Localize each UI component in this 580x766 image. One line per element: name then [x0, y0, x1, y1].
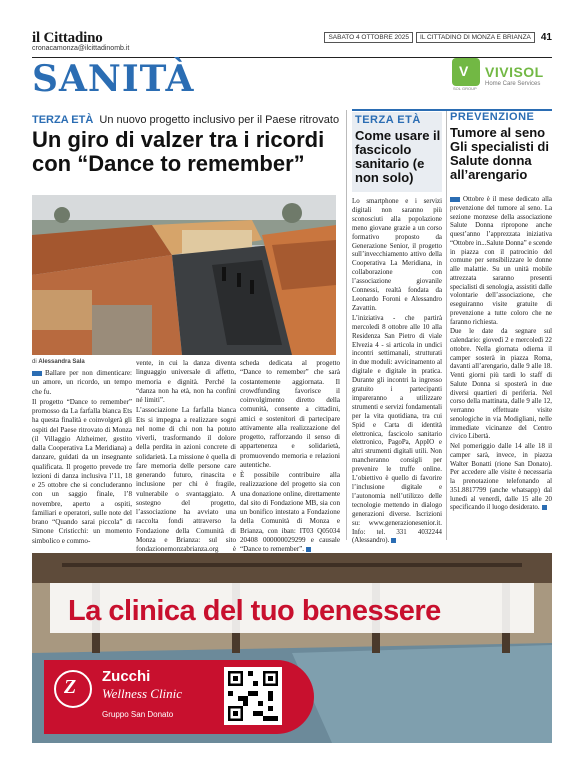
article-column-2: vente, in cui la danza diventa linguaggio universale di affetto, memoria e dignità. Perché la “danza non ha età, non ha confini né limiti”. L’associazione La farfalla bianca Ets si impegna a realizzare sogni nel nome di chi non ha potuto viverli, trasformando il dolore della perdita in azioni concrete di solidarietà. La missione è quella di fare memoria delle persone care generando futuro, rinascita e inclusione per chi è fragile, vulnerabile o svantaggiato. A sostegno del progetto, l’associazione ha avviato una raccolta fondi attraverso la Fondazione della Comunità di Monza e Brianza: sul sito fondazionemonzabrianza.org è	[136, 359, 236, 553]
kicker-label: TERZA ETÀ	[32, 114, 94, 126]
paragraph-marker	[32, 371, 42, 376]
byline: di Alessandra Sala	[32, 359, 85, 365]
sidebar2-body: Ottobre è il mese dedicato alla prevenzione del tumore al seno. La sezione monzese della associazione Salute Donna ripropone anche quest’anno l’apprezzata iniziativa “Ottobre in...Salute Donna” e scende in piazza con il patrocinio del comune per sensibilizzare le donne alle malattie. Su un unità mobile attrezzata saranno presenti specialisti di senologia, assistiti dalle volontarie dell’associazione, che eseguiranno visite gratuite di prevenzione a tutte coloro che ne faranno richiesta. Due le date da segnare sul calendario: giovedì 2 e mercoledì 22 ottobre. Nella giornata odierna il camper sosterà in piazza Roma, davanti all’arengario, dalle 9 alle 18. Venti giorni più tardi lo staff di Salute Donna si sposterà in due diversi quartieri di periferia. Nel corso della mattinata, dalle 9 alle 12, verranno effettuate visite senologiche in via Modigliani, nelle immediate vicinanze del Centro civico Libertà. Nel pomeriggio dalle 14 alle 18 il camper sarà, invece, in piazza Walter Bonatti (rione San Donato). Per accedere alle visite è necessaria la prenotazione telefonando al 351.8817799 (anche whatsapp) dal lunedì al venerdì, dalle 15 alle 20 specificando il luogo desiderato.	[450, 196, 553, 512]
clinic-advertisement[interactable]	[32, 553, 552, 743]
masthead-meta	[321, 32, 552, 43]
contact-email: cronacamonza@ilcittadinomb.it	[32, 45, 130, 52]
sidebar2-headline: Tumore al seno Gli specialisti di Salute donna all’arengario	[450, 125, 549, 182]
section-title: SANITÀ	[32, 58, 195, 100]
vivisol-subtitle: Home Care Services	[485, 81, 541, 87]
column-divider	[446, 110, 447, 540]
sidebar2-kicker: PREVENZIONE	[450, 111, 535, 123]
vivisol-group: SOL GROUP	[453, 86, 477, 91]
article-photo	[32, 195, 336, 355]
kicker-text: Un nuovo progetto inclusivo per il Paese ritrovato	[99, 114, 340, 126]
author-name: Alessandra Sala	[38, 359, 85, 365]
sidebar1-headline: Come usare il fascicolo sanitario (e non solo)	[355, 128, 441, 185]
vivisol-ad-logo	[452, 58, 552, 94]
masthead	[32, 30, 552, 58]
zucchi-clinic: Wellness Clinic	[102, 686, 183, 701]
zucchi-name: Zucchi	[102, 668, 151, 685]
vivisol-icon: V	[452, 58, 480, 86]
vivisol-brand: VIVISOL	[485, 64, 544, 80]
paragraph-marker	[450, 197, 460, 202]
sidebar1-body: Lo smartphone e i servizi digitali non saranno più sconosciuti alla popolazione meno giovane grazie a un corso formativo proposto da Generazione Senior, il progetto sull’invecchiamento attivo della Cooperativa La Meridiana, in collaborazione con l’associazione giovanile Connessi, realtà fondata da Leonardo Foroni e Alessandro Zavattin. L’iniziativa - che partirà mercoledì 8 ottobre alle 10 alla Residenza San Pietro di viale Elvezia 4 - si articola in undici incontri settimanali, strutturati in due moduli: avvicinamento al digitale e digitale in pratica. Durante gli incontri la ingresso gratuito i partecipanti impareranno a utilizzare strumenti e servizi fondamentali per la vita quotidiana, tra cui Spid e Carta di identità elettronica, fascicolo sanitario elettronico, PagoPa, AppIO e altri strumenti digitali utili. Non mancheranno consigli per prevenire le truffe online. L’obiettivo è quello di favorire l’inclusione digitale e l’autonomia nell’utilizzo delle tecnologie mettendo in dialogo generazioni diverse. Iscrizioni su: www.generazionesenior.it. Info: tel. 331 4032244 (Alessandro).	[352, 198, 442, 545]
end-marker	[306, 547, 311, 552]
zucchi-logo-block	[44, 660, 314, 734]
page-number: 41	[540, 32, 552, 43]
end-marker	[542, 505, 547, 510]
courtyard-photo-illustration	[32, 195, 336, 355]
banner-title: La clinica del tuo benessere	[68, 595, 441, 627]
sidebar1-kicker: TERZA ETÀ	[355, 114, 421, 126]
paper-name: IL CITTADINO DI MONZA E BRIANZA	[416, 32, 535, 43]
zucchi-logo-icon: Z	[54, 670, 92, 708]
main-kicker	[32, 114, 339, 126]
article-column-3: scheda dedicata al progetto “Dance to remember” che sarà costantemente aggiornata. Il crowdfunding favorisce il coinvolgimento diretto della comunità, consente a cittadini, amici e sostenitori di partecipare attivamente alla realizzazione del progetto, rafforzando il senso di appartenenza e solidarietà, promuovendo memoria e relazioni autentiche. È possibile contribuire alla realizzazione del progetto sia con una donazione online, direttamente dal sito di Fondazione MB, sia con un bonifico intestato a Fondazione della Comunità di Monza e Brianza, con iban: IT03 Q05034 20408 000000029299 e causale “Dance to remember”.	[240, 359, 340, 553]
newspaper-logo: il Cittadino	[32, 30, 103, 46]
main-headline: Un giro di valzer tra i ricordi con “Dance to remember”	[32, 127, 325, 176]
end-marker	[391, 538, 396, 543]
issue-date: SABATO 4 OTTOBRE 2025	[324, 32, 413, 43]
article-column-1: Ballare per non dimenticare: un amore, un ricordo, un tempo che fu. Il progetto “Dance to remember” promosso da La farfalla bianca Ets ha questa finalità e coinvolgerà gli ospiti del Paese ritrovato di Monza (il Villaggio Alzheimer, gestito dalla Cooperativa La Meridiana) a danzare, guidati da un insegnante qualificata. Il progetto prevede tre lezioni di danza inclusiva l’11, 18 e 25 ottobre che si concluderanno con un saggio finale, l’8 novembre, aperto a ospiti, familiari e operatori, sulle note del brano “Quando sarai piccola” di Simone Cristicchi: un momento simbolico e commo-	[32, 369, 132, 545]
zucchi-group: Gruppo San Donato	[102, 710, 174, 719]
qr-code-icon[interactable]	[224, 667, 282, 725]
